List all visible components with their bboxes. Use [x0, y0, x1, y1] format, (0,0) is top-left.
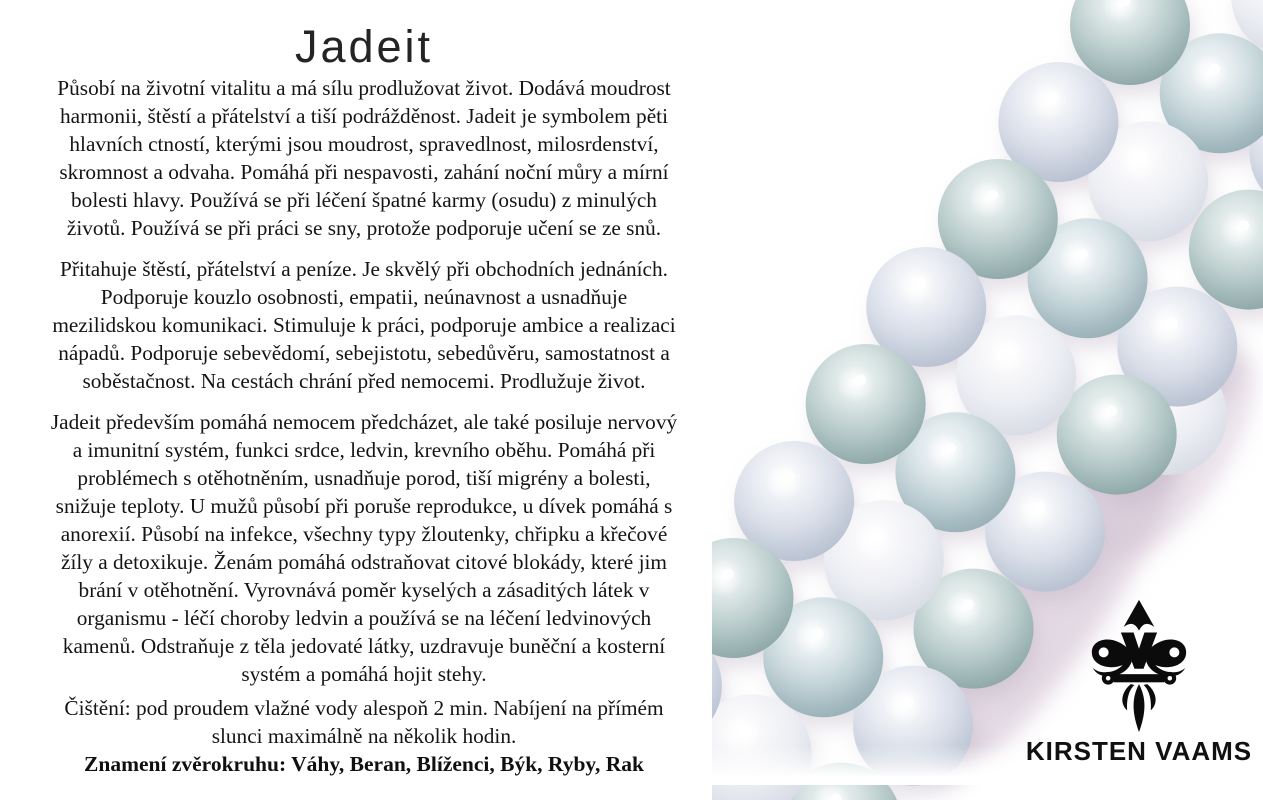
paragraph-line: snižuje teploty. U mužů působí při poruše reprodukce, u dívek pomáhá s [55, 494, 673, 518]
paragraph-line: problémech s otěhotněním, usnadňuje porod, tiší migrény a bolesti, [77, 466, 651, 490]
paragraph-line: soběstačnost. Na cestách chrání před nemocemi. Prodlužuje život. [82, 369, 646, 393]
brand-wordmark: KIRSTEN VAAMS [1025, 736, 1253, 766]
paragraph-line: anorexií. Působí na infekce, všechny typy žloutenky, chřipku a křečové [60, 522, 668, 546]
paragraph-line: organismu - léčí choroby ledvin a používá se na léčení ledvinových [76, 606, 652, 630]
paragraph-line: systém a pomáhá hojit stehy. [241, 662, 487, 686]
paragraph-line: a imunitní systém, funkci srdce, ledvin, krevního oběhu. Pomáhá při [72, 438, 656, 462]
paragraph [2, 255, 726, 395]
paragraph-line: životů. Používá se při práci se sny, protože podporuje učení se ze snů. [66, 216, 662, 240]
paragraph [2, 74, 726, 242]
paragraph-line: Přitahuje štěstí, přátelství a peníze. Je skvělý při obchodních jednáních. [60, 257, 668, 281]
paragraph-line: brání v otěhotnění. Vyrovnává poměr kyselých a zásaditých látek v [78, 578, 650, 602]
body-paragraphs [2, 74, 726, 750]
paragraph-line: hlavních ctností, kterými jsou moudrost, spravedlnost, milosrdenství, [69, 132, 659, 156]
paragraph-line: bolesti hlavy. Používá se při léčení špatné karmy (osudu) z minulých [71, 188, 657, 212]
paragraph-line: Čištění: pod proudem vlažné vody alespoň 2 min. Nabíjení na přímém [64, 696, 664, 720]
product-photo [712, 0, 1263, 800]
paragraph [2, 694, 726, 750]
paragraph-line: nápadů. Podporuje sebevědomí, sebejistotu, sebedůvěru, samostatnost a [58, 341, 670, 365]
paragraph-line: harmonii, štěstí a přátelství a tiší podrážděnost. Jadeit je symbolem pěti [59, 104, 668, 128]
paragraph-line: mezilidskou komunikaci. Stimuluje k práci, podporuje ambice a realizaci [52, 313, 676, 337]
brand-block [1018, 598, 1260, 767]
zodiac-signs-line: Znamení zvěrokruhu: Váhy, Beran, Blíženci, Býk, Ryby, Rak [84, 752, 644, 776]
paragraph-line: kamenů. Odstraňuje z těla jedovaté látky, uzdravuje buněční a kosterní [62, 634, 666, 658]
fleur-de-lis-logo-icon [1081, 598, 1197, 734]
paragraph-line: Jadeit především pomáhá nemocem předcházet, ale také posiluje nervový [50, 410, 678, 434]
page-title: Jadeit [294, 21, 434, 72]
paragraph-line: Podporuje kouzlo osobnosti, empatii, neúnavnost a usnadňuje [100, 285, 628, 309]
paragraph [2, 408, 726, 688]
paragraph-line: skromnost a odvaha. Pomáhá při nespavosti, zahání noční můry a mírní [59, 160, 669, 184]
paragraph-line: Působí na životní vitalitu a má sílu prodlužovat život. Dodává moudrost [57, 76, 671, 100]
article-text [2, 0, 726, 778]
paragraph-line: žíly a detoxikuje. Ženám pomáhá odstraňovat citové blokády, které jim [61, 550, 667, 574]
paragraph-line: slunci maximálně na několik hodin. [211, 724, 517, 748]
